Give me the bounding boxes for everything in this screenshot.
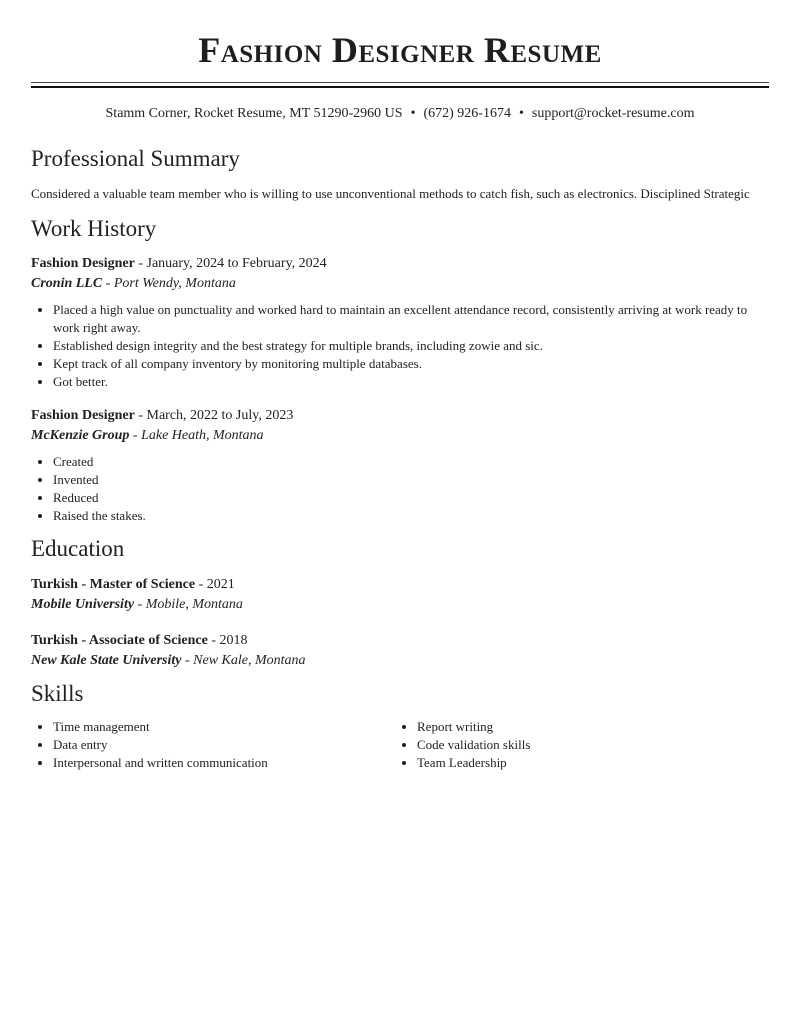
job-entry bbox=[31, 255, 769, 391]
job-entry bbox=[31, 407, 769, 525]
company-line bbox=[31, 427, 769, 445]
company-name: Cronin LLC bbox=[31, 276, 103, 291]
skills-column-right bbox=[395, 718, 759, 772]
header-divider-thick bbox=[31, 86, 769, 88]
job-title-line bbox=[31, 255, 769, 273]
header-divider-thin bbox=[31, 82, 769, 83]
company-location: - Port Wendy, Montana bbox=[102, 276, 236, 291]
degree-line bbox=[31, 576, 769, 594]
list-item: • Got better. bbox=[53, 373, 769, 391]
job-dates: - January, 2024 to February, 2024 bbox=[134, 256, 327, 271]
skill-item: • Report writing bbox=[417, 718, 759, 736]
section-heading-summary: Professional Summary bbox=[31, 146, 240, 171]
skill-item: • Team Leadership bbox=[417, 754, 759, 772]
contact-address: Stamm Corner, Rocket Resume, MT 51290-2960 US bbox=[105, 106, 403, 121]
skill-item: • Code validation skills bbox=[417, 736, 759, 754]
list-item: • Reduced bbox=[53, 489, 769, 507]
company-location: - Lake Heath, Montana bbox=[129, 428, 264, 443]
summary-text: Considered a valuable team member who is willing to use unconventional methods to catch fish, such as electronics. Disciplined Strategic bbox=[31, 186, 750, 201]
skills-column-left bbox=[31, 718, 395, 772]
resume-title: Fashion Designer Resume bbox=[198, 30, 602, 70]
contact-line bbox=[31, 105, 769, 123]
job-title: Fashion Designer bbox=[31, 256, 135, 271]
degree-name: Turkish - Associate of Science bbox=[31, 633, 208, 648]
bullet-separator: • bbox=[410, 106, 416, 121]
skill-item: • Data entry bbox=[53, 736, 395, 754]
skill-item: • Time management bbox=[53, 718, 395, 736]
list-item: • Raised the stakes. bbox=[53, 507, 769, 525]
contact-phone: (672) 926-1674 bbox=[423, 106, 511, 121]
list-item: • Established design integrity and the best strategy for multiple brands, including zowie and sic. bbox=[53, 337, 769, 355]
degree-year: - 2021 bbox=[195, 577, 235, 592]
school-location: - New Kale, Montana bbox=[181, 653, 306, 668]
list-item: • Kept track of all company inventory by monitoring multiple databases. bbox=[53, 355, 769, 373]
education-entry bbox=[31, 632, 769, 670]
school-name: Mobile University bbox=[31, 597, 135, 612]
degree-year: - 2018 bbox=[207, 633, 248, 648]
section-heading-education: Education bbox=[31, 536, 125, 561]
degree-name: Turkish - Master of Science bbox=[31, 577, 196, 592]
school-location: - Mobile, Montana bbox=[134, 597, 243, 612]
job-title: Fashion Designer bbox=[31, 408, 135, 423]
degree-line bbox=[31, 632, 769, 650]
job-title-line bbox=[31, 407, 769, 425]
section-heading-skills: Skills bbox=[31, 681, 84, 706]
list-item: • Invented bbox=[53, 471, 769, 489]
skill-item: • Interpersonal and written communication bbox=[53, 754, 395, 772]
company-name: McKenzie Group bbox=[31, 428, 130, 443]
company-line bbox=[31, 275, 769, 293]
school-line bbox=[31, 652, 769, 670]
school-name: New Kale State University bbox=[31, 653, 182, 668]
skills-grid bbox=[31, 718, 769, 772]
section-heading-work-history: Work History bbox=[31, 216, 157, 241]
list-item: • Created bbox=[53, 453, 769, 471]
job-bullets bbox=[31, 301, 769, 391]
bullet-separator: • bbox=[518, 106, 524, 121]
job-dates: - March, 2022 to July, 2023 bbox=[134, 408, 294, 423]
education-entry bbox=[31, 576, 769, 614]
job-bullets bbox=[31, 453, 769, 525]
contact-email: support@rocket-resume.com bbox=[531, 106, 695, 121]
list-item: • Placed a high value on punctuality and worked hard to maintain an excellent attendance record, consistently arriving at work ready to work right away. bbox=[53, 301, 769, 337]
school-line bbox=[31, 596, 769, 614]
